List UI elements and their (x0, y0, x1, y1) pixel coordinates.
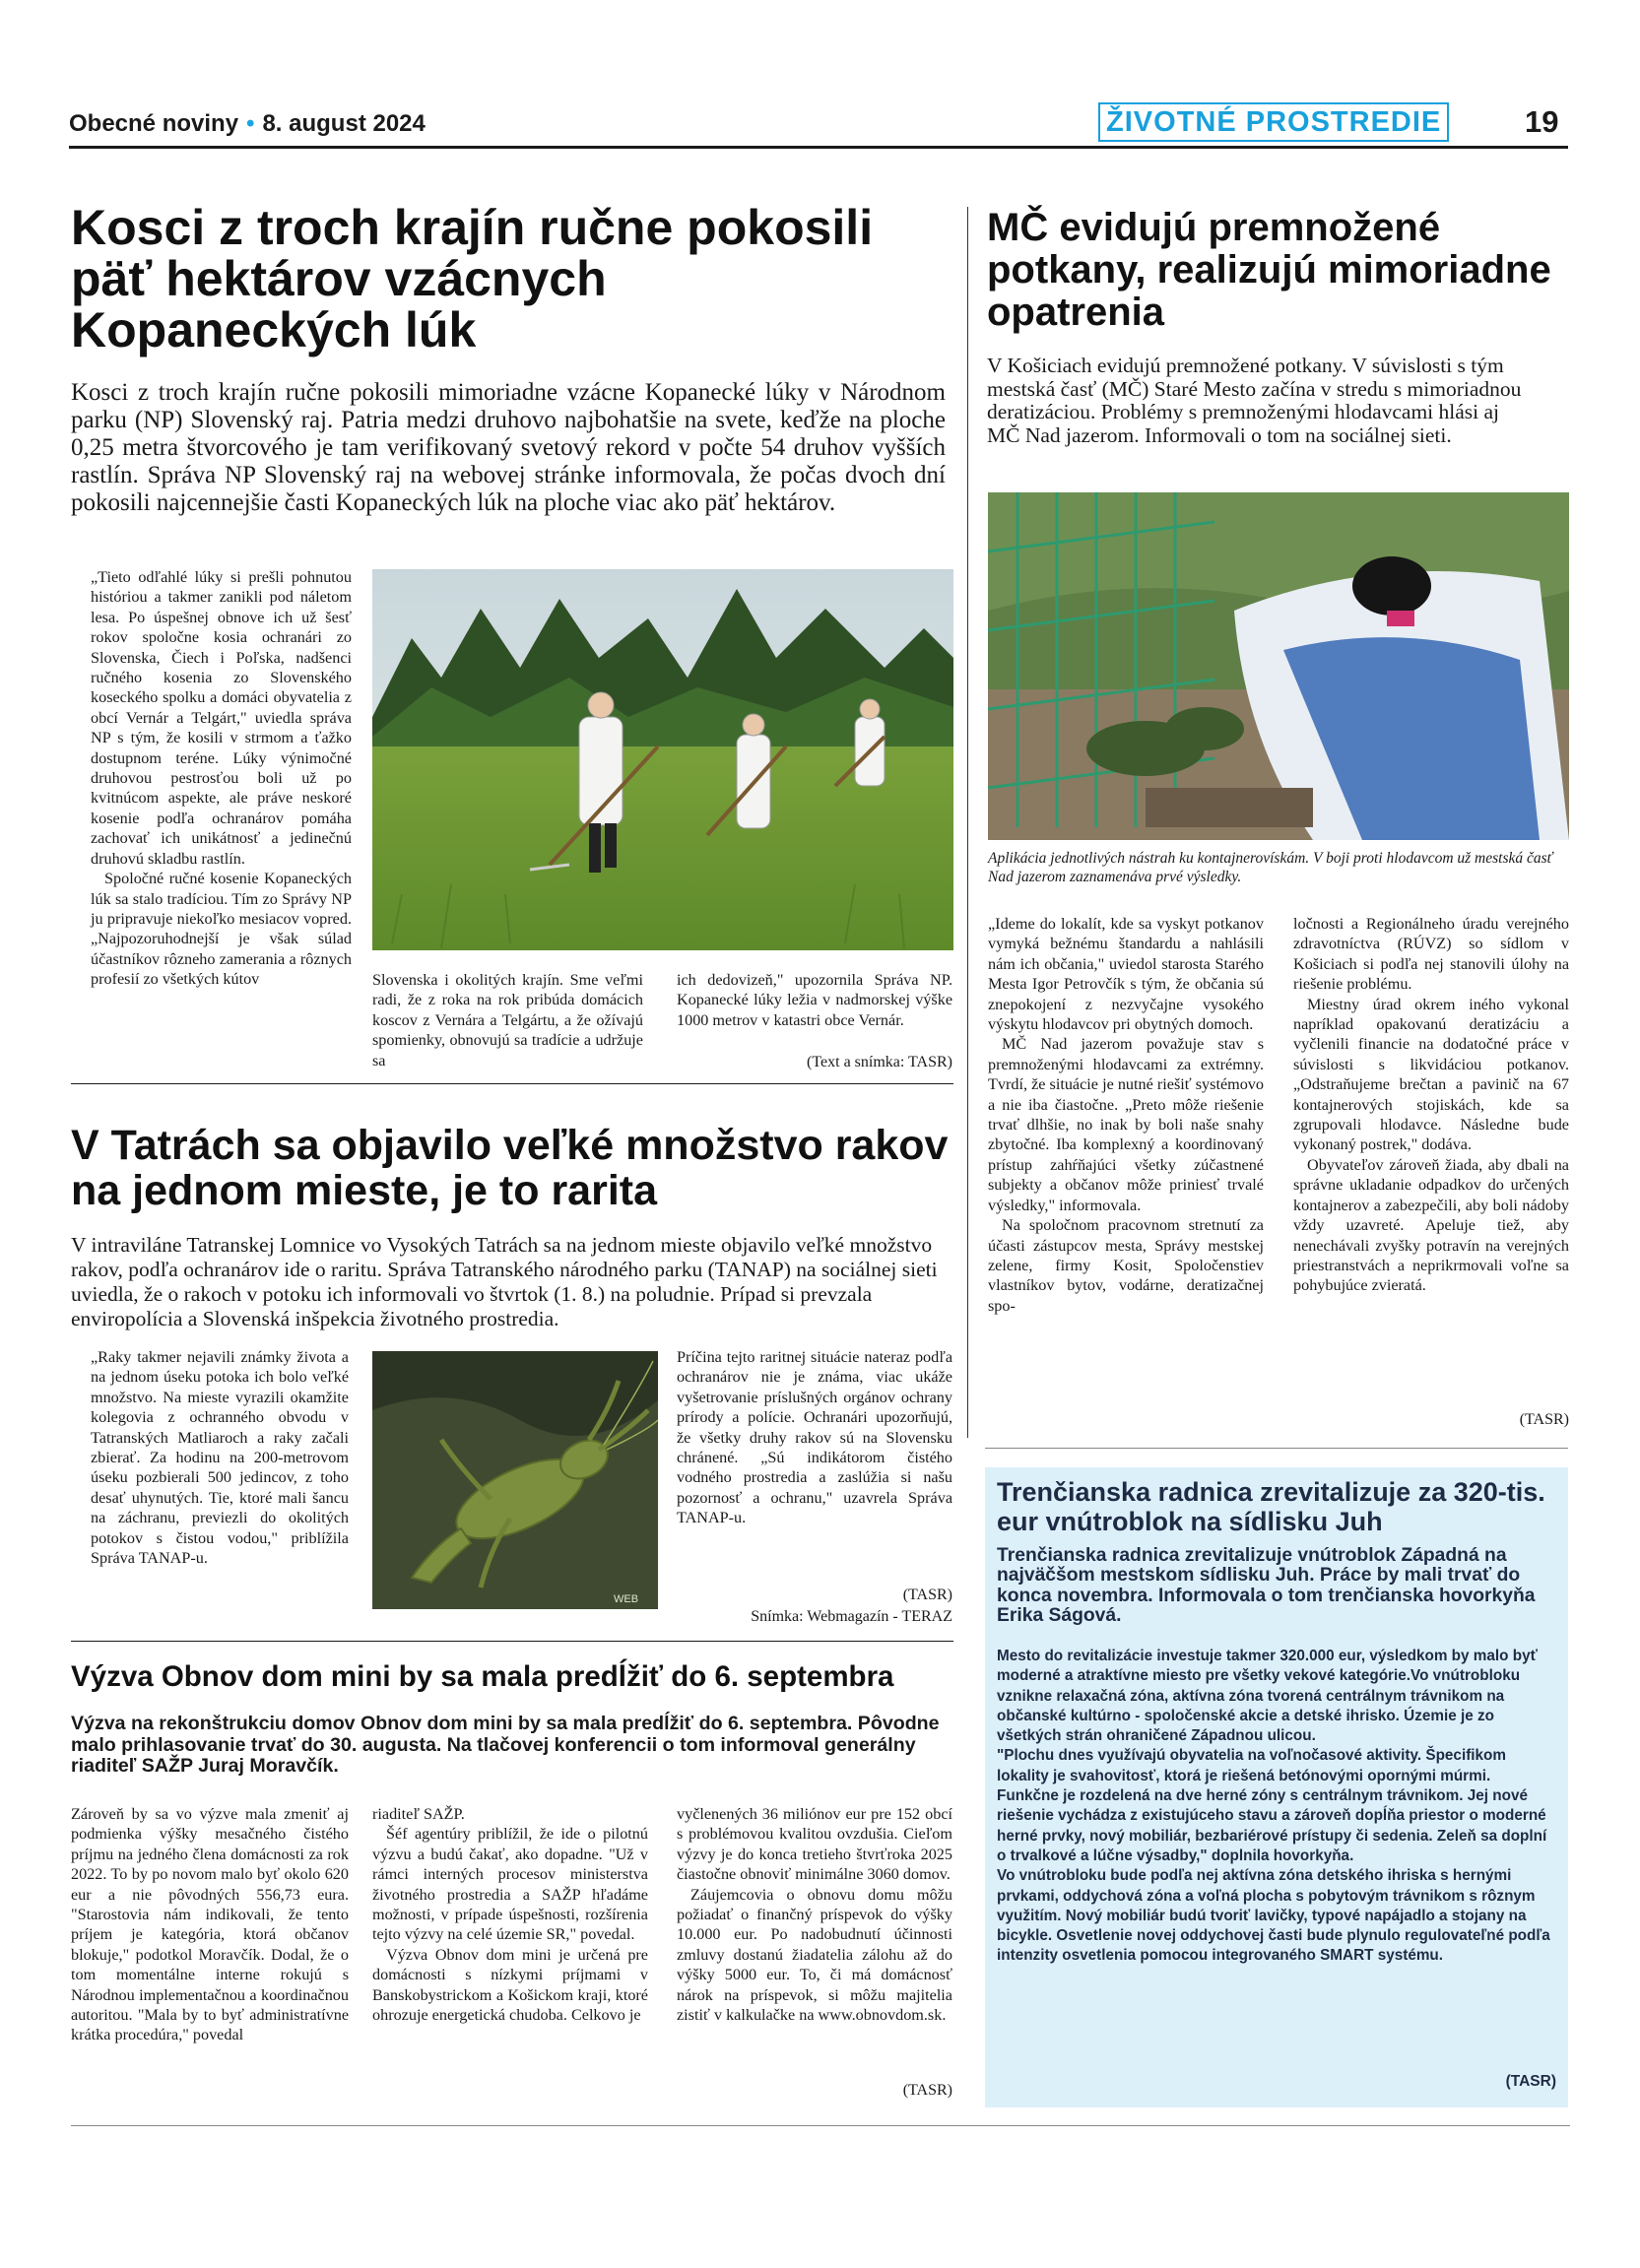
article1-lead: Kosci z troch krajín ručne pokosili mimoriadne vzácne Kopanecké lúky v Národnom parku (NP) Slovenský raj. Patria medzi druhovo najbohatšie na svete, keďže na ploche 0,25 metra štvorcového je tam verifikovaný svetový rekord v počte 54 druhov vyšších rastlín. Správa NP Slovenský raj na webovej stránke informovala, že počas dvoch dní pokosili najcennejšie časti Kopaneckých lúk na ploche viac ako päť hektárov. (71, 379, 946, 516)
paper-name: Obecné noviny (69, 110, 239, 137)
article3-credit: (TASR) (902, 1587, 952, 1603)
section-label: ŽIVOTNÉ PROSTREDIE (1098, 102, 1449, 142)
article2-title: MČ evidujú premnožené potkany, realizujú mimoriadne opatrenia (987, 206, 1551, 334)
mowers-photo (372, 569, 953, 950)
article3-col3: Príčina tejto raritnej situácie nateraz podľa ochranárov nie je známa, viac ukáže vyšetrovanie príslušných orgánov ochrany prírody a polície. Ochranári upozorňujú, že všetky druhy rakov sú na Slovensku chránené. „Sú indikátorom čistého vodného prostredia a zaslúžia si našu pozornosť a ochranu," uzavrela Správa TANAP-u. (677, 1348, 952, 1527)
article1-col1 (91, 567, 352, 990)
footer-rule (71, 2125, 1570, 2126)
paragraph: Vo vnútrobloku bude podľa nej aktívna zóna detského ihriska s hernými prvkami, oddychová zóna a voľná plocha s pobytovým trávnikom s rôznym využitím. Nový mobiliár budú tvoriť lavičky, typové napájadlo a stojany na bicykle. Osvetlenie novej oddychovej časti bude plynulo regulovateľné podľa intenzity osvetlenia pomocou integrovaného SMART systému. (997, 1867, 1550, 1965)
article1-rule (71, 1083, 953, 1084)
rats-bait-photo (988, 492, 1569, 840)
article3-col1: „Raky takmer nejavili známky života a na jednom úseku potoka ich bolo veľké množstvo. Na mieste vyrazili okamžite kolegovia z ochranného obvodu v Tatranských Matliaroch a raky začali zbierať. Za hodinu na 200-metrovom úseku pozbierali 500 jedincov, z toho desať uhynutých. Tie, ktoré mali šancu na záchranu, previezli do okolitých potokov s čistou vodou," priblížila Správa TANAP-u. (91, 1348, 349, 1568)
article3-rule (71, 1641, 953, 1642)
article2-lead: V Košiciach evidujú premnožené potkany. V súvislosti s tým mestská časť (MČ) Staré Mesto začína v stredu s mimoriadnou deratizáciou. Problémy s premnoženými hlodavcami hlási aj MČ Nad jazerom. Informovali o tom na sociálnej sieti. (987, 354, 1522, 447)
paragraph: MČ Nad jazerom považuje stav s premnoženými hlodavcami za extrémny. Tvrdí, že situácie je nutné riešiť systémovo a nie iba čiastočne. „Preto môže riešenie trvať dlhšie, no inak by boli naše snahy zbytočné. Iba komplexný a koordinovaný prístup zahŕňajúci všetky zúčastnené subjekty a občanov môže priniesť trvalé výsledky," informovala. (988, 1035, 1264, 1214)
paragraph: „Ideme do lokalít, kde sa vyskyt potkanov vymyká bežnému štandardu a nahlásili nám ich občania," uviedol starosta Starého Mesta Igor Petrovčík s tým, že občania sú znepokojení z nezvyčajne vysokého výskytu hlodavcov pri obytných domoch. (988, 915, 1264, 1034)
article1-col3: ich dedovizeň," upozornila Správa NP. Kopanecké lúky ležia v nadmorskej výške 1000 metrov v katastri obce Vernár. (677, 971, 952, 1029)
box-credit: (TASR) (1505, 2073, 1556, 2090)
paragraph: Miestny úrad okrem iného vykonal napríklad opakovanú deratizáciu a vyčlenili financie na dodatočné práce v súvislosti s likvidáciou potkanov. „Odstraňujeme brečtan a pavinič na 67 kontajnerových stojiskách, kde sa zgrupovali hlodavce. Následne bude vykonaný postrek," dodáva. (1293, 995, 1569, 1154)
article1-credit: (Text a snímka: TASR) (807, 1054, 952, 1070)
box-title: Trenčianska radnica zrevitalizuje za 320-tis. eur vnútroblok na sídlisku Juh (997, 1477, 1545, 1536)
paragraph: vyčlenených 36 miliónov eur pre 152 obcí s problémovou kvalitou ovzdušia. Cieľom výzvy je do konca tretieho štvrťroka 2025 čiastočne obnoviť minimálne 3060 domov. (677, 1805, 952, 1884)
watermark-text: WEB (614, 1593, 639, 1605)
article2-col1 (988, 914, 1264, 1316)
paragraph: Spoločné ručné kosenie Kopaneckých lúk sa stalo tradíciou. Tím zo Správy NP ju pripravuje niekoľko mesiacov vopred. „Najpozoruhodnejší je však súlad účastníkov rôzneho zamerania a rôznych profesií zo všetkých kútov (91, 870, 352, 989)
article4-lead: Výzva na rekonštrukciu domov Obnov dom mini by sa mala predĺžiť do 6. septembra. Pôvodne malo prihlasovanie trvať do 30. augusta. Na tlačovej konferencii o tom informoval generálny riaditeľ SAŽP Juraj Moravčík. (71, 1713, 940, 1777)
article2-caption: Aplikácia jednotlivých nástrah ku kontajnerovískám. V boji proti hlodavcom už mestská časť Nad jazerom zaznamenáva prvé výsledky. (988, 850, 1553, 885)
column-divider (967, 207, 968, 1438)
header-rule (69, 146, 1568, 149)
masthead (69, 110, 426, 138)
box-lead: Trenčianska radnica zrevitalizuje vnútroblok Západná na najväčšom mestskom sídlisku Juh. Práce by mali trvať do konca novembra. Informovala o tom trenčianska hovorkyňa Erika Ságová. (997, 1545, 1536, 1627)
crayfish-photo (372, 1351, 658, 1609)
paragraph: „Tieto odľahlé lúky si prešli pohnutou históriou a takmer zanikli pod náletom lesa. Po úspešnej obnove ich už šesť rokov spoločne kosia ochranári zo Slovenska, Čiech i Poľska, nadšenci ručného kosenia zo Slovenského koseckého spolku a domáci obyvatelia z obcí Vernár a Telgárt," uviedla správa NP s tým, že kosili v strmom a ťažko dostupnom teréne. Lúky výnimočné druhovou pestrosťou boli už po kvitnúcom aspekte, ale práve neskoré kosenie podľa ochranárov pomáha zachovať ich unikátnosť a jedinečnú druhovú skladbu rastlín. (91, 568, 352, 868)
article1-title: Kosci z troch krajín ručne pokosili päť hektárov vzácnych Kopaneckých lúk (71, 200, 874, 357)
article3-title: V Tatrách sa objavilo veľké množstvo rakov na jednom mieste, je to rarita (71, 1122, 949, 1214)
article4-credit: (TASR) (902, 2082, 952, 2099)
page-number: 19 (1525, 104, 1559, 139)
paragraph: Šéf agentúry priblížil, že ide o pilotnú výzvu a budú čakať, ako dopadne. "Už v rámci interných procesov ministerstva životného prostredia a SAŽP hľadáme možnosti, v prípade úspešnosti, rozšírenia tejto výzvy na celé územie SR," povedal. (372, 1825, 648, 1944)
article3-lead: V intraviláne Tatranskej Lomnice vo Vysokých Tatrách sa na jednom mieste objavilo veľké množstvo rakov, podľa ochranárov ide o raritu. Správa Tatranského národného parku (TANAP) na sociálnej sieti uviedla, že o rakoch v potoku ich informovali vo štvrtok (1. 8.) na poludnie. Prípad si prevzala enviropolícia a Slovenská inšpekcia životného prostredia. (71, 1233, 938, 1330)
paragraph: "Plochu dnes využívajú obyvatelia na voľnočasové aktivity. Špecifikom lokality je svahovitosť, ktorá je riešená betónovými opornými múrmi. Funkčne je rozdelená na dve herné zóny s centrálnym trávnikom. Jej nové riešenie vychádza z existujúceho stavu a zároveň dopĺňa priestor o moderné herné prvky, nový mobiliár, bezbariérové prístupy či sedenia. Zeleň sa doplní o trvalkové a lúčne výsadby," doplnila hovorkyňa. (997, 1747, 1547, 1864)
paragraph: Na spoločnom pracovnom stretnutí za účasti zástupcov mesta, Správy mestskej zelene, firmy Kosit, Spoločenstiev vlastníkov bytov, vodárne, deratizačnej spo- (988, 1216, 1264, 1315)
issue-date: 8. august 2024 (262, 110, 426, 137)
paragraph: Mesto do revitalizácie investuje takmer 320.000 eur, výsledkom by malo byť moderné a atraktívne miesto pre všetky vekové kategórie.Vo vnútrobloku vznikne relaxačná zóna, aktívna zóna tvorená centrálnym trávnikom na občanské kultúrno - spoločenské akcie a detské ihrisko. Územie je zo všetkých strán ohraničené Západnou ulicou. (997, 1648, 1538, 1745)
article4-col2 (372, 1804, 648, 2025)
article4-title: Výzva Obnov dom mini by sa mala predĺžiť do 6. septembra (71, 1660, 894, 1693)
paragraph: Výzva Obnov dom mini je určená pre domácnosti s nízkymi príjmami v Banskobystrickom a Košickom kraji, ktoré ohrozuje energetická chudoba. Celkovo je (372, 1945, 648, 2025)
paragraph: riaditeľ SAŽP. (372, 1805, 465, 1823)
bullet-icon: • (246, 110, 255, 137)
paragraph: ločnosti a Regionálneho úradu verejného zdravotníctva (RÚVZ) so sídlom v Košiciach si podľa nej stanovili úlohy na riešenie problému. (1293, 915, 1569, 994)
article4-col3 (677, 1804, 952, 2025)
paragraph: Obyvateľov zároveň žiada, aby dbali na správne ukladanie odpadkov do určených kontajnerov a zabezpečili, aby boli nádoby vždy uzavreté. Apeluje tiež, aby nenechávali zvyšky potravín na verejných priestranstvách a neprikrmovali voľne sa pohybujúce zvieratá. (1293, 1155, 1569, 1295)
article3-photo-credit: Snímka: Webmagazín - TERAZ (751, 1608, 952, 1625)
article4-col1: Zároveň by sa vo výzve mala zmeniť aj podmienka výšky mesačného čistého príjmu na jedného člena domácnosti za rok 2022. To by po novom malo byť okolo 620 eur a nie pôvodných 556,73 eura. "Starostovia nám indikovali, že tento príjem je kategória, ktorá občanov blokuje," podotkol Moravčík. Dodal, že o tom momentálne interne rokujú s Národnou implementačnou a koordinačnou autoritou. "Mala by to byť administratívne krátka procedúra," povedal (71, 1805, 349, 2044)
article2-rule (985, 1448, 1568, 1449)
article1-col2: Slovenska i okolitých krajín. Sme veľmi radi, že z roka na rok pribúda domácich koscov z Vernára a Telgártu, a že ožívajú spomienky, obnovujú sa tradície a udržuje sa (372, 971, 643, 1069)
paragraph: Záujemcovia o obnovu domu môžu požiadať o finančný príspevok do výšky 10.000 eur. Po nadobudnutí účinnosti zmluvy dostanú žiadatelia zálohu až do výšky 5000 eur. To, či má domácnosť nárok na príspevok, si môžu majitelia zistiť v kalkulačke na www.obnovdom.sk. (677, 1885, 952, 2025)
article2-credit: (TASR) (1519, 1411, 1569, 1428)
box-body (997, 1647, 1556, 1967)
article2-col2 (1293, 914, 1569, 1296)
